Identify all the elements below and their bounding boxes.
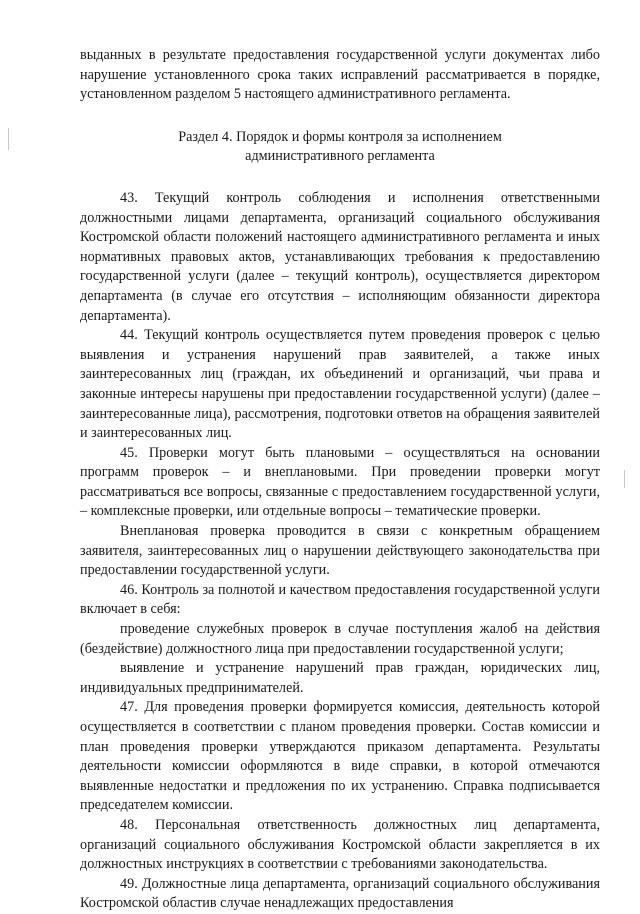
scan-artifact-right	[624, 470, 625, 488]
paragraph-46-item-1: проведение служебных проверок в случае поступления жалоб на действия (бездействие) должностного лица при предоставлении государственной услуги;	[80, 621, 600, 657]
paragraph-48: 48. Персональная ответственность должностных лиц департамента, организаций социального обслуживания Костромской области закрепляется в их должностных инструкциях в соответствии с требованиями законодательства.	[80, 816, 600, 873]
scan-artifact-left	[8, 128, 9, 150]
paragraph-43: 43. Текущий контроль соблюдения и исполнения ответственными должностными лицами департамента, организаций социального обслуживания Костромской области положений настоящего административного регламента и иных нормативных правовых актов, устанавливающих требования к предоставлению государственной услуги (далее – текущий контроль), осуществляется директором департамента (в случае его отсутствия – исполняющим обязанности директора департамента).	[80, 189, 600, 324]
section-title-line-1: Раздел 4. Порядок и формы контроля за исполнением	[178, 128, 502, 145]
paragraph-47: 47. Для проведения проверки формируется комиссия, деятельность которой осуществляется в соответствии с планом проведения проверки. Состав комиссии и план проведения проверки утверждаются приказом департамента. Результаты деятельности комиссии оформляются в виде справки, в которой отмечаются выявленные недостатки и предложения по их устранению. Справка подписывается председателем комиссии.	[80, 699, 600, 814]
intro-paragraph: выданных в результате предоставления государственной услуги документах либо нарушение установленного срока таких исправлений рассматривается в порядке, установленном разделом 5 настоящего административного регламента.	[80, 47, 600, 103]
paragraph-unscheduled-check: Внеплановая проверка проводится в связи с конкретным обращением заявителя, заинтересованных лиц о нарушении действующего законодательства при предоставлении государственной услуги.	[80, 523, 600, 579]
document-page	[80, 46, 600, 914]
paragraph-46-item-2: выявление и устранение нарушений прав граждан, юридических лиц, индивидуальных предпринимателей.	[80, 660, 600, 696]
section-title-line-2: административного регламента	[245, 148, 435, 165]
section-title	[80, 128, 600, 167]
paragraph-44: 44. Текущий контроль осуществляется путем проведения проверок с целью выявления и устранения нарушений прав заявителей, а также иных заинтересованных лиц (граждан, их объединений и организаций, чьи права и законные интересы нарушены при предоставлении государственной услуги) (далее – заинтересованные лица), рассмотрения, подготовки ответов на обращения заявителей и заинтересованных лиц.	[80, 327, 600, 442]
paragraph-46: 46. Контроль за полнотой и качеством предоставления государственной услуги включает в себя:	[80, 581, 600, 618]
paragraph-45: 45. Проверки могут быть плановыми – осуществляться на основании программ проверок – и внеплановыми. При проведении проверки могут рассматриваться все вопросы, связанные с предоставлением государственной услуги, – комплексные проверки, или отдельные вопросы – тематические проверки.	[80, 444, 600, 520]
paragraph-49: 49. Должностные лица департамента, организаций социального обслуживания Костромской областив случае ненадлежащих предоставления	[80, 875, 600, 912]
